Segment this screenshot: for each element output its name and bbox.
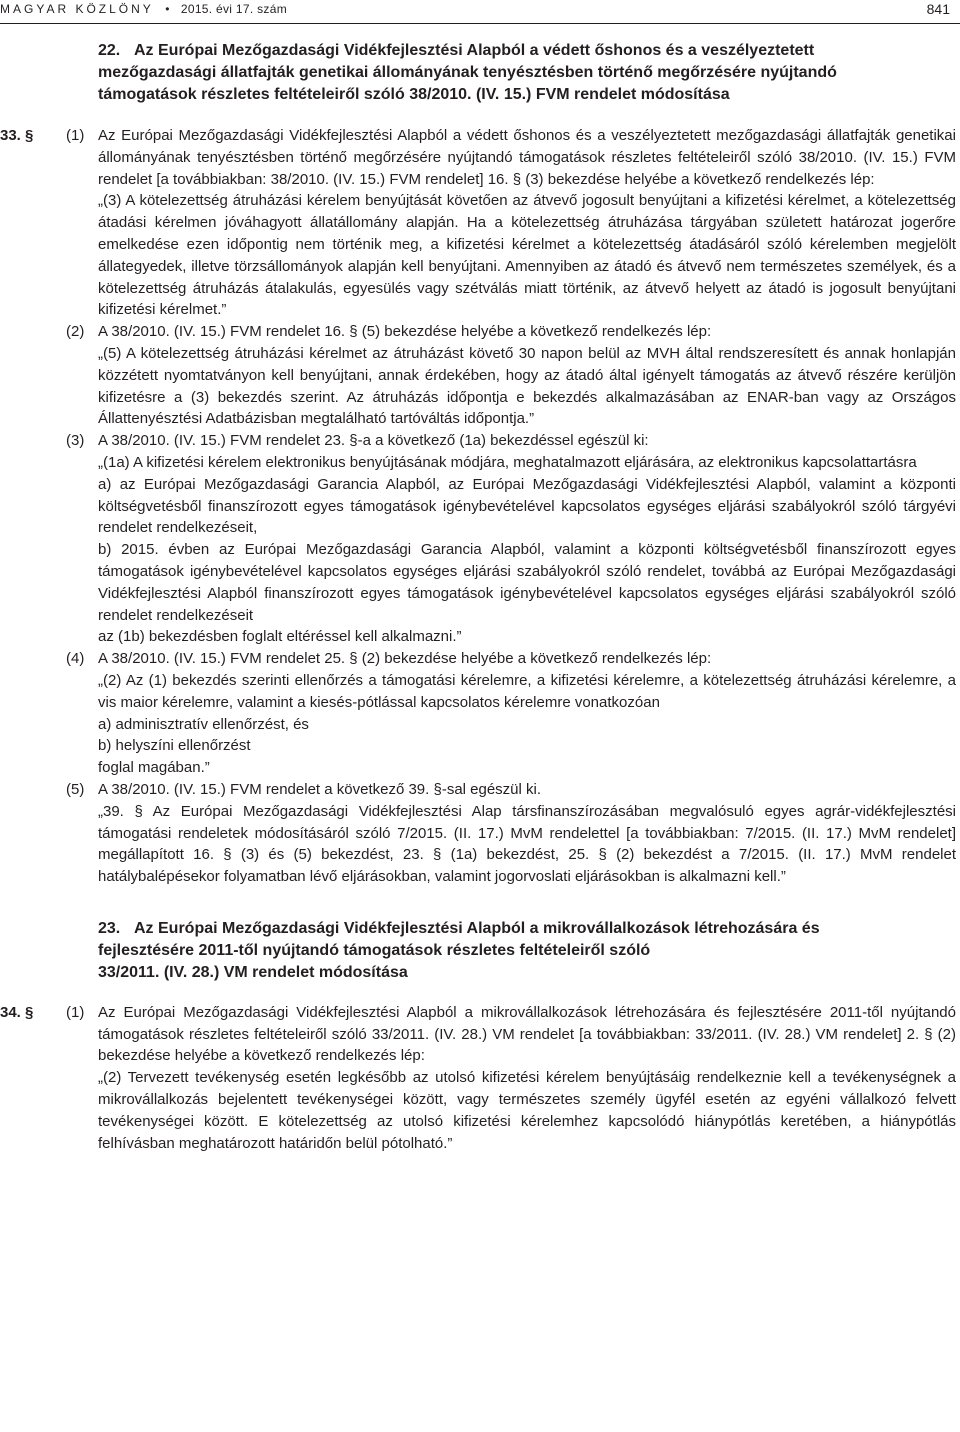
subsection-text: Az Európai Mezőgazdasági Vidékfejlesztési Alapból a védett őshonos és a veszélyeztetett mezőgazdasági állatfajták genetikai állományának tenyésztésben történő megőrzésére nyújtandó támogatások részletes feltételeiről szóló 38/2010. (IV. 15.) FVM rendelet [a továbbiakban: 38/2010. (IV. 15.) FVM rendelet] 16. § (3) bekezdése helyébe a következő rendelkezés lép: [98, 127, 956, 188]
header-separator: • [165, 2, 170, 16]
publication-title [0, 2, 287, 16]
subsection-text: A 38/2010. (IV. 15.) FVM rendelet 23. §-a a következő (1a) bekezdéssel egészül ki: [98, 432, 649, 450]
subsection-text: A 38/2010. (IV. 15.) FVM rendelet a következő 39. §-sal egészül ki. [98, 780, 542, 798]
subsection-number: (4) [66, 650, 85, 668]
quoted-provision-intro: „(1a) A kifizetési kérelem elektronikus benyújtásának módjára, meghatalmazott eljárására, az elektronikus kapcsolattartásra [98, 453, 917, 471]
quoted-provision: „(3) A kötelezettség átruházási kérelem benyújtását követően az átvevő jogosult benyújtani a kifizetési kérelmet, a kötelezettség átadási kérelmen jóváhagyott állatállomány alapján. Ha a kötelezettség átruházása tárgyában született határozat jogerőre emelkedése ezen időpontig nem történik meg, a kifizetési kérelmet a kötelezettség átadásáról szóló kérelemben megjelölt állategyedek, illetve törzsállományok alapján kell benyújtani. Amennyiben az átadó és átvevő nem természetes személyek, és a kötelezettség átruházás átalakulás, egyesülés vagy szétválás miatt történik, az átvevő helyett az átadó is jogosult benyújtani kifizetési kérelmet.” [98, 192, 956, 319]
article-number: 34. § [0, 1003, 34, 1021]
section-heading-23 [98, 918, 918, 984]
subsection-number: (1) [66, 1003, 85, 1021]
article-33 [0, 125, 960, 888]
subsection-5 [0, 779, 960, 888]
section-title-line-1 [98, 918, 918, 940]
document-body [0, 40, 960, 1154]
section-heading-22 [98, 40, 918, 106]
quoted-point-b: b) 2015. évben az Európai Mezőgazdasági Garancia Alapból, valamint a központi költségvetésből finanszírozott egyes támogatások igénybevételével kapcsolatos egységes eljárási szabályokról szóló rendelet, továbbá az Európai Mezőgazdasági Vidékfejlesztési Alapból finanszírozott egyes támogatások igénybevételével kapcsolatos egységes eljárási szabályokról szóló rendelet rendelkezéseit [98, 541, 956, 624]
subsection-text: A 38/2010. (IV. 15.) FVM rendelet 16. § (5) bekezdése helyébe a következő rendelkezés lép: [98, 323, 712, 341]
section-title-line-2: fejlesztésére 2011-től nyújtandó támogatások részletes feltételeiről szóló [98, 941, 651, 959]
publication-name: MAGYAR KÖZLÖNY [0, 2, 154, 16]
issue-label: 2015. évi 17. szám [180, 2, 287, 16]
page-number: 841 [926, 1, 950, 17]
subsection-text: A 38/2010. (IV. 15.) FVM rendelet 25. § (2) bekezdése helyébe a következő rendelkezés lép: [98, 650, 712, 668]
subsection-number: (5) [66, 780, 85, 798]
quoted-point-a: a) az Európai Mezőgazdasági Garancia Alapból, az Európai Mezőgazdasági Vidékfejlesztési Alapból, valamint a központi költségvetésből finanszírozott egyes támogatások igénybevételével kapcsolatos egységes eljárási szabályokról szóló tárgyévi rendelet rendelkezéseit, [98, 475, 956, 537]
quoted-provision-end: foglal magában.” [98, 759, 210, 777]
subsection-number: (1) [66, 127, 85, 144]
section-number: 22. [98, 42, 121, 59]
quoted-provision: „(5) A kötelezettség átruházási kérelmet az átruházást követő 30 napon belül az MVH által rendszeresített és annak honlapján közzétett nyomtatványon kell benyújtani, annak érdekében, hogy az átadó által igényelt támogatás az átvevő részére kerüljön kifizetésre a (3) bekezdés szerint. Az átruházás időpontja e bekezdés alkalmazásában az ENAR-ban vagy az Országos Állattenyésztési Adatbázisban megtalálható tartóváltás időpontja.” [98, 344, 956, 428]
quoted-provision: „(2) Tervezett tevékenység esetén legkésőbb az utolsó kifizetési kérelem benyújtásáig rendelkeznie kell a tevékenységnek a mikrovállalkozás bejelentett tevékenységei között, vagy természetes személy ügyfél esetén az egyéni vállalkozó felvett tevékenységei között. E kötelezettség az utolsó kifizetési kérelemhez kapcsolódó hiánypótlás keretében, a hiánypótlás felhívásban meghatározott határidőn belül pótolható.” [98, 1069, 956, 1152]
quoted-point-a: a) adminisztratív ellenőrzést, és [98, 715, 309, 733]
header-rule [0, 23, 960, 24]
quoted-provision-intro: „(2) Az (1) bekezdés szerinti ellenőrzés a támogatási kérelemre, a kifizetési kérelemre, a kötelezettség átruházási kérelemre, a vis maior kérelemre, valamint a kiesés-pótlással kapcsolatos kérelemre vonatkozóan [98, 671, 956, 711]
quoted-provision: „39. § Az Európai Mezőgazdasági Vidékfejlesztési Alap társfinanszírozásában megvalósuló egyes agrár-vidékfejlesztési támogatási rendeletek módosításáról szóló 7/2015. (II. 17.) MvM rendelettel [a továbbiakban: 7/2015. (II. 17.) MvM rendelet] megállapított 16. § (3) és (5) bekezdést, 23. § (1a) bekezdést, 25. § (2) bekezdést a 7/2015. (II. 17.) MvM rendelet hatálybalépésekor folyamatban lévő eljárásokban, valamint jogorvoslati eljárásokban is alkalmazni kell.” [98, 802, 956, 886]
subsection-2 [0, 321, 960, 430]
subsection-text: Az Európai Mezőgazdasági Vidékfejlesztési Alapból a mikrovállalkozások létrehozására és fejlesztésére 2011-től nyújtandó támogatások részletes feltételeiről szóló 33/2011. (IV. 28.) VM rendelet [a továbbiakban: 33/2011. (IV. 28.) VM rendelet] 2. § (2) bekezdése helyébe a következő rendelkezés lép: [98, 1003, 956, 1065]
quoted-provision-end: az (1b) bekezdésben foglalt eltéréssel kell alkalmazni.” [98, 628, 462, 646]
subsection-number: (2) [66, 323, 85, 341]
article-34 [0, 1002, 960, 1155]
article-number: 33. § [0, 127, 34, 144]
subsection-4 [0, 648, 960, 779]
subsection-3 [0, 430, 960, 648]
page-header [0, 0, 960, 24]
section-title-text-1: Az Európai Mezőgazdasági Vidékfejlesztési Alapból a mikrovállalkozások létrehozására és [134, 919, 820, 937]
section-title-line-3: 33/2011. (IV. 28.) VM rendelet módosítása [98, 963, 408, 981]
section-number: 23. [98, 919, 121, 937]
subsection-1 [0, 125, 960, 321]
section-title: Az Európai Mezőgazdasági Vidékfejlesztési Alapból a védett őshonos és a veszélyeztetett mezőgazdasági állatfajták genetikai állományának tenyésztésben történő megőrzésére nyújtandó támogatások részletes feltételeiről szóló 38/2010. (IV. 15.) FVM rendelet módosítása [98, 42, 837, 103]
quoted-point-b: b) helyszíni ellenőrzést [98, 737, 251, 755]
subsection-number: (3) [66, 432, 85, 450]
subsection-1 [0, 1002, 960, 1155]
